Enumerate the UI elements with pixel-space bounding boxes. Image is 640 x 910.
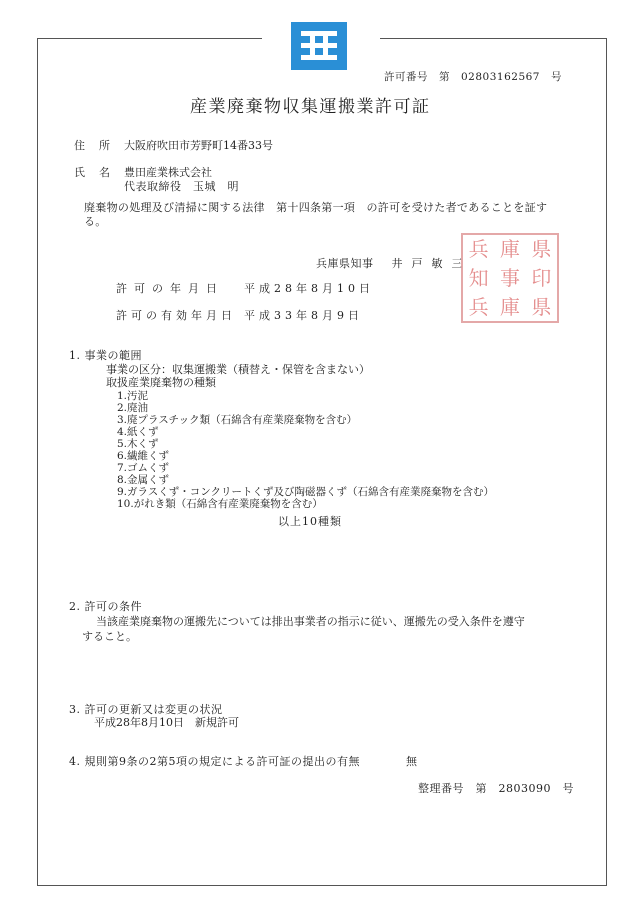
section4-value: 無 <box>406 755 417 768</box>
section2-heading: 2. 許可の条件 <box>69 600 142 613</box>
prefecture-emblem-icon <box>291 22 347 70</box>
list-item: 1.汚泥 <box>117 390 149 402</box>
company-name: 豊田産業株式会社 <box>124 166 212 179</box>
business-category: 事業の区分：収集運搬業（積替え・保管を含まない） <box>106 363 370 376</box>
list-item: 10.がれき類（石綿含有産業廃棄物を含む） <box>117 498 323 510</box>
waste-types-total: 以上10種類 <box>278 515 342 528</box>
waste-types-heading: 取扱産業廃棄物の種類 <box>106 376 216 389</box>
list-item: 4.紙くず <box>117 426 159 438</box>
seal-char: 知 <box>468 265 489 290</box>
address-label: 住所 <box>74 139 124 152</box>
permit-date-value: 平成28年8月10日 <box>244 282 374 295</box>
seal-char: 庫 <box>499 294 520 319</box>
seal-char: 印 <box>531 265 552 290</box>
section3-body: 平成28年8月10日 新規許可 <box>94 716 239 729</box>
list-item: 3.廃プラスチック類（石綿含有産業廃棄物を含む） <box>117 414 358 426</box>
section1-heading: 1. 事業の範囲 <box>69 349 142 362</box>
list-item: 7.ゴムくず <box>117 462 170 474</box>
section4-heading: 4. 規則第9条の2第5項の規定による許可証の提出の有無 <box>69 755 360 768</box>
section3-heading: 3. 許可の更新又は変更の状況 <box>69 703 223 716</box>
certification-text: 廃棄物の処理及び清掃に関する法律 第十四条第一項 の許可を受けた者であることを証する。 <box>84 201 548 228</box>
address-value: 大阪府吹田市芳野町14番33号 <box>124 139 273 152</box>
valid-until-value: 平成33年8月9日 <box>244 309 363 322</box>
list-item: 6.繊維くず <box>117 450 170 462</box>
permit-date-label: 許可の年月日 <box>116 282 224 295</box>
name-label: 氏名 <box>74 166 124 179</box>
seal-char: 県 <box>531 294 552 319</box>
seal-char: 事 <box>499 265 520 290</box>
section2-body: 当該産業廃棄物の運搬先については排出事業者の指示に従い、運搬先の受入条件を遵守すること。 <box>82 615 525 643</box>
list-item: 5.木くず <box>117 438 159 450</box>
valid-until-label: 許可の有効年月日 <box>116 309 236 322</box>
list-item: 2.廃油 <box>117 402 149 414</box>
seal-char: 兵 <box>468 237 489 262</box>
issuer <box>316 257 472 271</box>
reference-number: 整理番号 第 2803090 号 <box>418 782 574 795</box>
seal-char: 県 <box>531 237 552 262</box>
issuer-name: 井戸敏三 <box>391 257 472 270</box>
issuer-title: 兵庫県知事 <box>316 257 374 270</box>
official-seal <box>461 233 559 323</box>
page-title: 産業廃棄物収集運搬業許可証 <box>190 97 431 117</box>
list-item: 8.金属くず <box>117 474 170 486</box>
representative-name: 代表取締役 玉城 明 <box>124 180 239 193</box>
list-item: 9.ガラスくず・コンクリートくず及び陶磁器くず（石綿含有産業廃棄物を含む） <box>117 486 494 498</box>
permit-number: 許可番号 第 02803162567 号 <box>384 71 562 83</box>
seal-char: 兵 <box>468 294 489 319</box>
seal-char: 庫 <box>499 237 520 262</box>
